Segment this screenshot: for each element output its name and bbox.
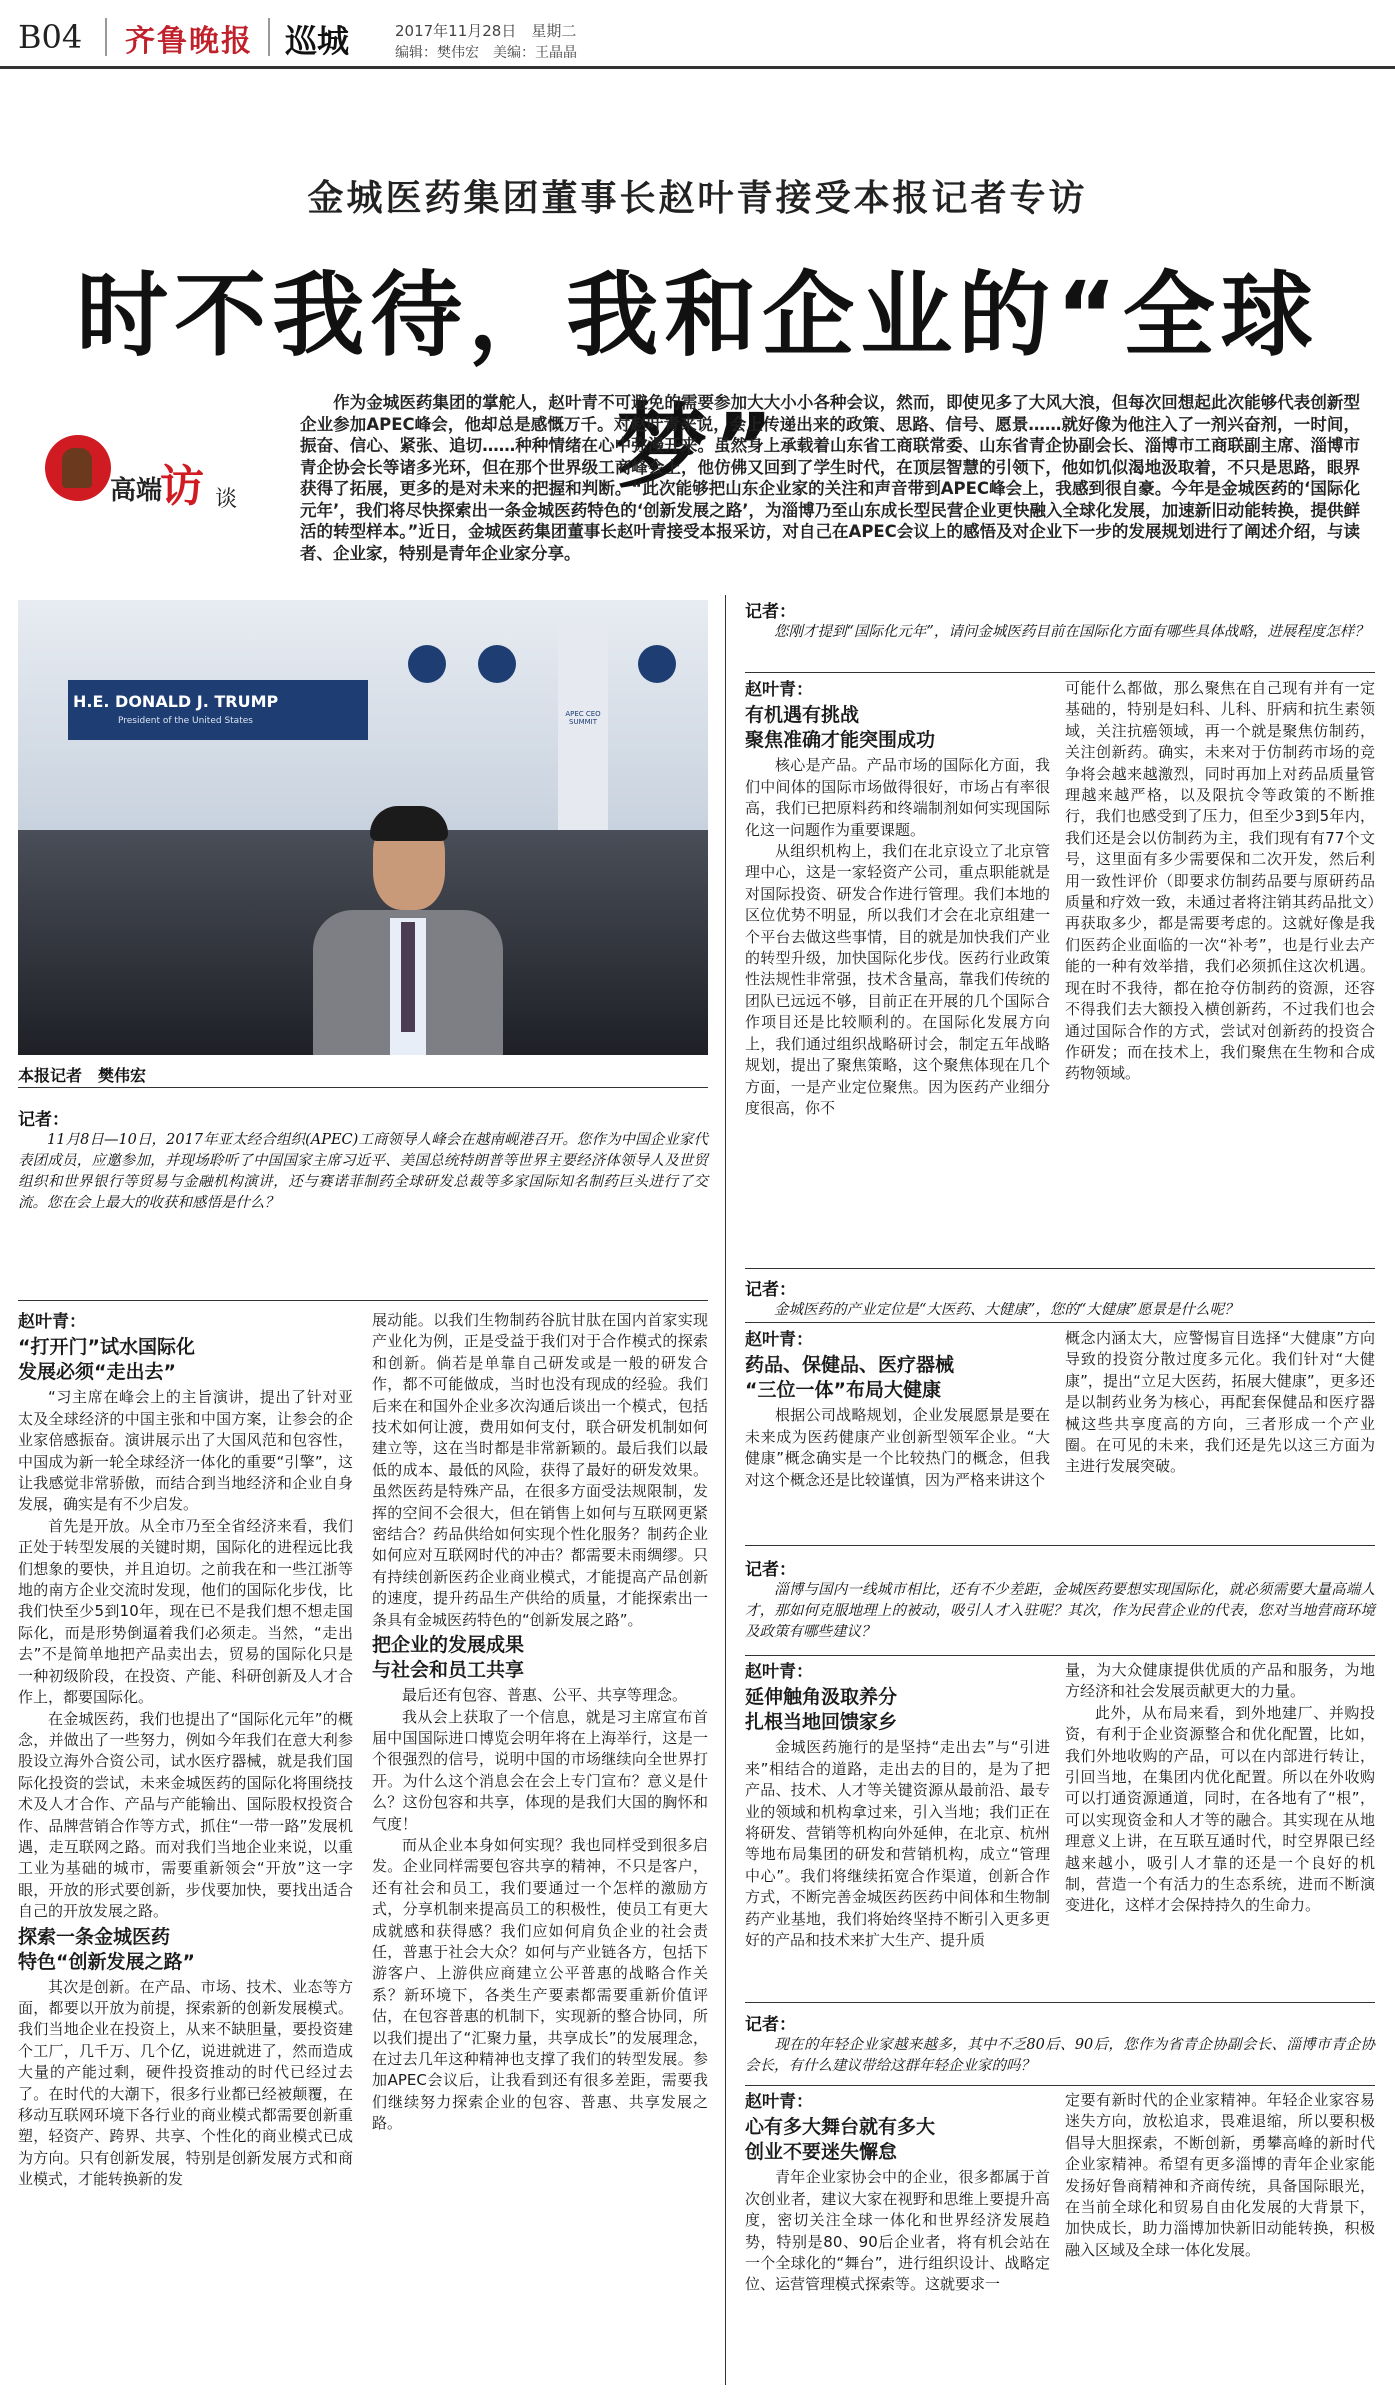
masthead-rule (0, 66, 1395, 69)
lead-question (18, 1105, 708, 1214)
article-headline: 时不我待，我和企业的“全球梦” (76, 262, 1319, 501)
subhead: 延伸触角汲取养分 扎根当地回馈家乡 (745, 1686, 898, 1734)
divider (745, 2085, 1375, 2086)
badge-text: 谈 (215, 487, 238, 512)
divider (745, 1322, 1375, 1323)
masthead-divider (268, 18, 270, 56)
article-intro (300, 392, 1360, 564)
paragraph: 定要有新时代的企业家精神。年轻企业家容易迷失方向，放松追求，畏难退缩，所以要积极倡导大胆探索，不断创新，勇攀高峰的新时代企业家精神。希望有更多淄博的青年企业家能发扬好鲁商精神和齐商传统，具备国际眼光，在当前全球化和贸易自由化发展的大背景下，加快成长，助力淄博加快新旧动能转换，积极融入区域及全球一体化发展。 (1065, 2091, 1375, 2259)
issue-date: 2017年11月28日 星期二 (395, 22, 577, 40)
qa-block-4 (745, 2010, 1375, 2077)
qa1-column-2 (1065, 678, 1375, 1085)
speaker-name: 赵叶青： (745, 680, 813, 700)
paragraphs (1065, 1660, 1375, 1917)
subhead: 心有多大舞台就有多大 创业不要迷失懈怠 (745, 2116, 936, 2164)
badge-text: 高端 (110, 476, 163, 506)
divider (745, 672, 1375, 673)
paragraph: 此外，从布局来看，到外地建厂、并购投资，有利于企业资源整合和优化配置，比如，我们外地收购的产品，可以在内部进行转让，引回当地，在集团内优化配置。所以在外收购可以打通资源通道，同时，在各地有了“根”，可以实现资金和人才等的融合。其实现在从地理意义上讲，在互联互通时代，时空界限已经越来越小，吸引人才靠的还是一个良好的机制，营造一个有活力的生态系统，进而不断演变进化，这样才会保持持久的生命力。 (1065, 1703, 1375, 1915)
qa4-column-1 (745, 2092, 1050, 2296)
paragraph: 最后还有包容、普惠、公平、共享等理念。 (402, 1686, 688, 1705)
paragraph: 根据公司战略规划，企业发展愿景是要在未来成为医药健康产业创新型领军企业。“大健康”概念确实是一个比较热门的概念，但我对这个概念还是比较谨慎，因为严格来讲这个 (745, 1406, 1050, 1489)
paragraph: 量，为大众健康提供优质的产品和服务，为地方经济和社会发展贡献更大的力量。 (1065, 1661, 1375, 1701)
masthead-divider (105, 18, 107, 56)
photo-banner-subtext: President of the United States (118, 716, 253, 726)
intro-text: 作为金城医药集团的掌舵人，赵叶青不可避免的需要参加大大小小各种会议，然而，即使见多了大风大浪，但每次回想起此次能够代表创新型企业参加APEC峰会，他却总是感慨万千。对赵叶青来说，会上传递出来的政策、思路、信号、愿景……就好像为他注入了一剂兴奋剂，一时间，振奋、信心、紧张、追切……种种情绪在心中弥漫开来。虽然身上承载着山东省工商联常委、山东省青企协副会长、淄博市工商联副主席、淄博市青企协会长等诸多光环，但在那个世界级工商峰会上，他仿佛又回到了学生时代，在顶层智慧的引领下，他如饥似渴地汲取着，不只是思路，眼界获得了拓展，更多的是对未来的把握和判断。“此次能够把山东企业家的关注和声音带到APEC峰会上，我感到很自豪。今年是金城医药的‘国际化元年’，我们将尽快探索出一条金城医药特色的‘创新发展之路’，为淄博乃至山东成长型民营企业更快融入全球化发展，加速新旧动能转换，提供鲜活的转型样本。”近日，金城医药集团董事长赵叶青接受本报采访，对自己在APEC会议上的感悟及对企业下一步的发展规划进行了阐述介绍，与读者、企业家，特别是青年企业家分享。 (300, 393, 1360, 563)
paragraph: “习主席在峰会上的主旨演讲，提出了针对亚太及全球经济的中国主张和中国方案，让参会的企业家倍感振奋。演讲展示出了大国风范和包容性，中国成为新一轮全球经济一体化的重要“引擎”，这让我感觉非常骄傲，而结合到当地经济和企业自身发展，确实是有不少启发。 (18, 1388, 353, 1514)
paragraphs (745, 1405, 1050, 1491)
article-photo (18, 600, 708, 1055)
paragraphs (1065, 678, 1375, 1085)
qa3-column-2 (1065, 1660, 1375, 1917)
paragraph: 核心是产品。产品市场的国际化方面，我们中间体的国际市场做得很好，市场占有率很高，我们已把原料药和终端制剂如何实现国际化这一问题作为重要课题。 (745, 756, 1050, 839)
interview-person-icon (62, 448, 92, 488)
question-text: 11月8日—10日，2017年亚太经合组织(APEC)工商领导人峰会在越南岘港召开。您作为中国企业家代表团成员，应邀参加，并现场聆听了中国国家主席习近平、美国总统特朗普等世界主要经济体领导人及世贸组织和世界银行等贸易与金融机构演讲，还与赛诺菲制药全球研发总裁等多家国际知名制药巨头进行了交流。您在会上最大的收获和感悟是什么？ (18, 1132, 708, 1211)
paragraph: 其次是创新。在产品、市场、技术、业态等方面，都要以开放为前提，探索新的创新发展模式。我们当地企业在投资上，从来不缺胆量，要投资建个工厂，几千万、几个亿，说进就进了，然而造成大量的产能过剩，硬件投资推动的时代已经过去了。在时代的大潮下，很多行业都已经被颠覆，在移动互联网环境下各行业的商业模式都需要创新重塑，轻资产、跨界、共享、个性化的商业模式已成为方向。只有创新发展，特别是创新发展方式和商业模式，才能转换新的发 (18, 1977, 353, 2189)
section-name: 巡城 (285, 22, 350, 60)
subhead: “打开门”试水国际化 发展必须“走出去” (18, 1336, 195, 1384)
question-label: 记者： (745, 602, 796, 622)
qa-block-1 (745, 597, 1375, 643)
qa4-column-2 (1065, 2090, 1375, 2261)
divider (745, 1545, 1375, 1546)
paragraphs (1065, 2090, 1375, 2261)
paragraphs (745, 1737, 1050, 1951)
question-text: 现在的年轻企业家越来越多，其中不乏80后、90后，您作为省青企协副会长、淄博市青企协会长，有什么建议带给这群年轻企业家的吗？ (745, 2037, 1375, 2074)
subhead: 探索一条金城医药 特色“创新发展之路” (18, 1925, 195, 1973)
speaker-name: 赵叶青： (745, 1662, 813, 1682)
qa1-column-1 (745, 680, 1050, 1119)
editor-credit: 编辑：樊伟宏 美编：王晶晶 (395, 45, 577, 61)
page-number: B04 (18, 18, 83, 56)
paragraphs (745, 2167, 1050, 2295)
paragraph: 而从企业本身如何实现？我也同样受到很多启发。企业同样需要包容共享的精神，不只是客户，还有社会和员工，我们要通过一个怎样的激励方式，分享机制来提高员工的积极性，使员工有更大成就感和获得感？我们应如何肩负企业的社会责任，普惠于社会大众？如何与产业链各方，包括下游客户、上游供应商建立公平普惠的战略合作关系？新环境下，各类生产要素都需要重新价值评估，在包容普惠的机制下，实现新的整合协同，所以我们提出了“汇聚力量，共享成长”的发展理念，在过去几年这种精神也支撑了我们的转型发展。参加APEC会议后，让我看到还有很多差距，需要我们继续努力探索企业的包容、普惠、共享发展之路。 (372, 1835, 708, 2133)
answer-column-left (18, 1310, 353, 2191)
question-text: 您刚才提到“国际化元年”，请问金城医药目前在国际化方面有哪些具体战略，进展程度怎样？ (774, 624, 1369, 640)
paragraph: 从组织机构上，我们在北京设立了北京管理中心，这是一家轻资产公司，重点职能就是对国际投资、研发合作进行管理。我们本地的区位优势不明显，所以我们才会在北京组建一个平台去做这些事情，目的就是加快我们产业的转型升级，加快国际化步伐。医药行业政策性法规性非常强，技术含量高，靠我们传统的团队已远远不够，目前正在开展的几个国际合作项目还是比较顺利的。在国际化发展方向上，我们通过组织战略研讨会，制定五年战略规划，提出了聚焦策略，这个聚焦体现在几个方面，一是产业定位聚焦。因为医药产业细分度很高，你不 (745, 842, 1050, 1117)
paragraph: 概念内涵太大，应警惕盲目选择“大健康”方向导致的投资分散过度多元化。我们针对“大健康”，提出“立足大医药，拓展大健康”，更多还是以制药业务为核心，再配套保健品和医疗器械这些共享度高的方向，三者形成一个产业圈。在可见的未来，我们还是先以这三方面为主进行发展突破。 (1065, 1329, 1375, 1476)
divider (18, 1300, 708, 1301)
subhead: 把企业的发展成果 与社会和员工共享 (372, 1634, 525, 1682)
paragraph: 在金城医药，我们也提出了“国际化元年”的概念，并做出了一些努力，例如今年我们在意大利参股设立海外合资公司，试水医疗器械，就是我们国际化投资的尝试，未来金城医药的国际化将围绕技术及人才合作、产品与产能输出、国际股权投资合作、品牌营销合作等方式，抓住“一带一路”发展机遇，走互联网之路。而对我们当地企业来说，以重工业为基础的城市，需要重新领会“开放”这一字眼，开放的形式要创新，步伐要加快，要找出适合自己的开放发展之路。 (18, 1709, 353, 1921)
article-kicker: 金城医药集团董事长赵叶青接受本报记者专访 (307, 178, 1088, 219)
paragraph: 可能什么都做，那么聚焦在自己现有并有一定基础的，特别是妇科、儿科、肝病和抗生素领域，关注抗癌领域，再一个就是聚焦仿制药，关注创新药。确实，未来对于仿制药市场的竞争将会越来越激烈，同时再加上对药品质量管理越来越严格，以及限抗令等政策的不断推行，我们也感受到了压力，但至少3到5年内，我们还是会以仿制药为主，我们现有有77个文号，这里面有多少需要保和二次开发，然后利用一致性评价（即要求仿制药品要与原研药品质量和疗效一致，未通过者将注销其药品批文）再获取多少，都是需要考虑的。这就好像是我们医药企业面临的一次“补考”，也是行业去产能的一种有效举措，我们必须抓住这次机遇。现在时不我待，都在抢夺仿制药的资源，还容不得我们去大额投入横创新药，不过我们也会通过国际合作的方式，尝试对创新药的投资合作研发；而在技术上，我们聚焦在生物和合成药物领域。 (1065, 679, 1375, 1083)
byline: 本报记者 樊伟宏 (18, 1066, 147, 1085)
subhead: 药品、保健品、医疗器械 “三位一体”布局大健康 (745, 1354, 955, 1402)
divider (745, 1268, 1375, 1269)
question-label: 记者： (745, 2015, 796, 2035)
masthead (0, 0, 1395, 70)
byline-rule (18, 1087, 708, 1088)
paragraphs (1065, 1328, 1375, 1478)
qa2-column-1 (745, 1330, 1050, 1491)
speaker-name: 赵叶青： (18, 1312, 86, 1332)
paragraph: 我从会上获取了一个信息，就是习主席宣布首届中国国际进口博览会明年将在上海举行，这是一个很强烈的信号，说明中国的市场继续向全世界打开。为什么这个消息会在会上专门宣布？意义是什么？这份包容和共享，体现的是我们大国的胸怀和气度！ (372, 1707, 708, 1833)
qa2-column-2 (1065, 1328, 1375, 1478)
paper-name: 齐鲁晚报 (125, 24, 253, 59)
speaker-name: 赵叶青： (745, 2092, 813, 2112)
question-label: 记者： (745, 1560, 796, 1580)
divider (745, 1655, 1375, 1656)
photo-pillar-text: APEC CEO SUMMIT (565, 710, 601, 726)
qa3-column-1 (745, 1662, 1050, 1951)
answer-column-middle (372, 1310, 708, 2135)
column-divider (725, 595, 726, 2385)
photo-banner-text: H.E. DONALD J. TRUMP (73, 692, 279, 711)
paragraph: 展动能。以我们生物制药谷肮甘肽在国内首家实现产业化为例，正是受益于我们对于合作模式的探索和创新。倘若是单靠自己研发或是一般的研发合作，都不可能做成，当时也没有现成的经验。我们后来在和国外企业多次沟通后谈出一个模式，包括技术如何让渡，费用如何支付，联合研发机制如何建立等，这在当时都是非常新颖的。最后我们以最低的成本、最低的风险，获得了最好的研发效果。虽然医药是特殊产品，在很多方面受法规限制，发挥的空间不会很大，但在销售上如何与互联网更紧密结合？药品供给如何实现个性化服务？制药企业如何应对互联网时代的冲击？都需要未雨绸缪。只有持续创新医药企业商业模式，才能提高产品创新的速度，提升药品生产供给的质量，才能探索出一条具有金城医药特色的“创新发展之路”。 (372, 1311, 708, 1629)
question-text: 淄博与国内一线城市相比，还有不少差距，金城医药要想实现国际化，就必须需要大量高端人才，那如何克服地理上的被动，吸引人才入驻呢？其次，作为民营企业的代表，您对当地营商环境及政策有哪些建议？ (745, 1582, 1375, 1640)
qa-block-2 (745, 1275, 1375, 1321)
qa-block-3 (745, 1555, 1375, 1643)
paragraph: 金城医药施行的是坚持“走出去”与“引进来”相结合的道路，走出去的目的，是为了把产品、技术、人才等关键资源从最前沿、最专业的领域和机构拿过来，引入当地；我们正在将研发、营销等机构向外延伸，在北京、杭州等地布局集团的研发和营销机构，成立“管理中心”。我们将继续拓宽合作渠道，创新合作方式，不断完善金城医药医药中间体和生物制药产业基地，我们将始终坚持不断引入更多更好的产品和技术来扩大生产、提升质 (745, 1738, 1050, 1950)
subhead: 有机遇有挑战 聚焦准确才能突围成功 (745, 704, 936, 752)
paragraph: 首先是开放。从全市乃至全省经济来看，我们正处于转型发展的关键时期，国际化的进程远比我们想象的要快，并且迫切。之前我在和一些江浙等地的南方企业交流时发现，他们的国际化步伐，比我们快至少5到10年，现在已不是我们想不想走国际化，而是形势倒逼着我们必须走。当然，“走出去”不是简单地把产品卖出去，贸易的国际化只是一种初级阶段，在投资、产能、科研创新及人才合作上，都要国际化。 (18, 1516, 353, 1707)
question-label: 记者： (745, 1280, 796, 1300)
paragraph: 青年企业家协会中的企业，很多都属于首次创业者，建议大家在视野和思维上要提升高度，密切关注全球一体化和世界经济发展趋势，特别是80、90后企业者，将有机会站在一个全球化的“舞台”，进行组织设计、战略定位、运营管理模式探索等。这就要求一 (745, 2168, 1050, 2294)
divider (745, 2002, 1375, 2003)
question-label: 记者： (18, 1110, 69, 1130)
paragraphs (745, 755, 1050, 1119)
badge-text: 访 (160, 461, 204, 512)
speaker-name: 赵叶青： (745, 1330, 813, 1350)
question-text: 金城医药的产业定位是“大医药、大健康”，您的“大健康”愿景是什么呢？ (774, 1302, 1239, 1318)
